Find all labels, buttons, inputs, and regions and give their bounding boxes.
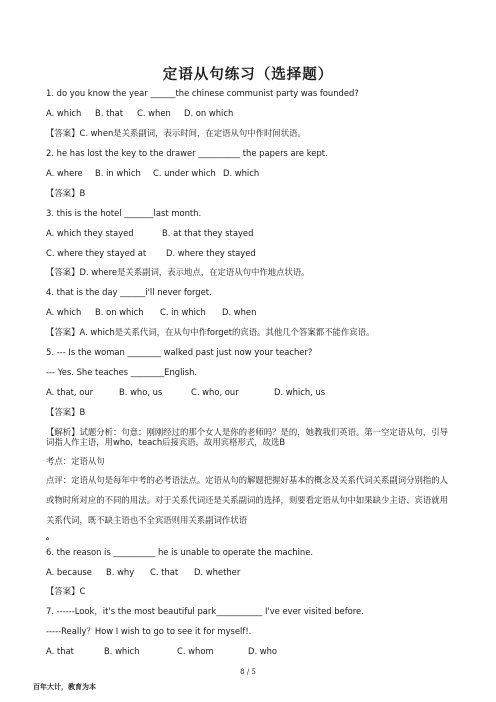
- option-d: D. which, us: [274, 387, 326, 398]
- option-a: A. which: [46, 307, 82, 318]
- option-d: D. which: [223, 167, 260, 178]
- footer-slogan: 百年大计，教育为本: [33, 683, 96, 691]
- analysis-5: 【解析】试题分析：句意：刚刚经过的那个女人是你的老师吗？是的，她教我们英语。第一空定语从句，引导词指人作主语，用who，teach后接宾语，故用宾格形式，故选B: [46, 426, 448, 447]
- option-d: D. when: [222, 307, 257, 318]
- option-b: B. which: [104, 646, 140, 657]
- dianping-5: 点评：定语从句是每年中考的必考语法点。定语从句的解题把握好基本的概念及关系代词关系副词分别指的人或物时所对应的不同的用法。对于关系代词还是关系副词的选择，则要看定语从句中如果缺少主语、宾语就用关系代词，既不缺主语也不全宾语则用关系副词作状语: [46, 474, 448, 525]
- answer-6: 【答案】C: [46, 586, 86, 597]
- option-b: B. at that they stayed: [162, 227, 254, 238]
- question-5: 5. --- Is the woman ________ walked past just now your teacher?: [46, 347, 313, 358]
- answer-1: 【答案】C. when是关系副词，表示时间，在定语从句中作时间状语。: [46, 127, 306, 138]
- option-a: A. because: [46, 566, 92, 577]
- options-6: [46, 567, 456, 577]
- option-c: C. whom: [177, 646, 214, 657]
- options-5: [46, 387, 456, 397]
- options-2: [46, 168, 456, 178]
- option-a: A. which: [46, 107, 82, 118]
- question-6: 6. the reason is __________ he is unable to operate the machine.: [46, 546, 314, 557]
- option-b: B. why: [106, 566, 135, 577]
- options-4: [46, 307, 456, 317]
- option-c: C. that: [150, 566, 179, 577]
- option-d: D. on which: [184, 107, 234, 118]
- question-2: 2. he has lost the key to the drawer __________ the papers are kept.: [46, 147, 328, 158]
- answer-2: 【答案】B: [46, 187, 86, 198]
- option-a: A. that: [46, 646, 74, 657]
- question-7: 7. ------Look，it's the most beautiful park___________ I've ever visited before.: [46, 606, 364, 617]
- options-1: [46, 108, 456, 118]
- option-c: C. when: [137, 107, 171, 118]
- option-a: A. which they stayed: [46, 227, 134, 238]
- option-d: D. where they stayed: [166, 247, 256, 258]
- options-7: [46, 646, 456, 656]
- option-c: C. under which: [153, 167, 216, 178]
- option-b: B. in which: [95, 167, 141, 178]
- option-a: A. where: [46, 167, 83, 178]
- option-b: B. on which: [95, 307, 144, 318]
- option-d: D. who: [248, 646, 278, 657]
- answer-4: 【答案】A. which是关系代词，在从句中作forget的宾语。其他几个答案都不能作宾语。: [46, 327, 375, 338]
- question-7-reply: -----Really？How I wish to go to see it for myself!.: [46, 626, 252, 637]
- question-5-reply: --- Yes. She teaches ________English.: [46, 367, 198, 378]
- options-3a: [46, 228, 456, 238]
- option-b: B. that: [95, 107, 124, 118]
- question-4: 4. that is the day ______i'll never forget.: [46, 287, 212, 298]
- period-5: 。: [46, 530, 55, 541]
- question-1: 1. do you know the year ______the chinese communist party was founded?: [46, 88, 359, 98]
- option-d: D. whether: [194, 566, 241, 577]
- page-title: 定语从句练习（选择题）: [162, 67, 334, 83]
- option-c: C. in which: [160, 307, 206, 318]
- kaodian-5: 考点：定语从句: [46, 455, 105, 466]
- exercise-content: [46, 88, 456, 666]
- options-3b: [46, 248, 456, 258]
- answer-3: 【答案】D. where是关系副词，表示地点，在定语从句中作地点状语。: [46, 267, 310, 278]
- option-a: A. that, our: [46, 387, 94, 398]
- answer-5: 【答案】B: [46, 407, 86, 417]
- option-c: C. where they stayed at: [46, 247, 147, 258]
- page-number: 8 / 5: [240, 668, 256, 676]
- question-3: 3. this is the hotel _______last month.: [46, 207, 202, 218]
- option-b: B. who, us: [119, 387, 163, 398]
- option-c: C. who, our: [191, 387, 239, 398]
